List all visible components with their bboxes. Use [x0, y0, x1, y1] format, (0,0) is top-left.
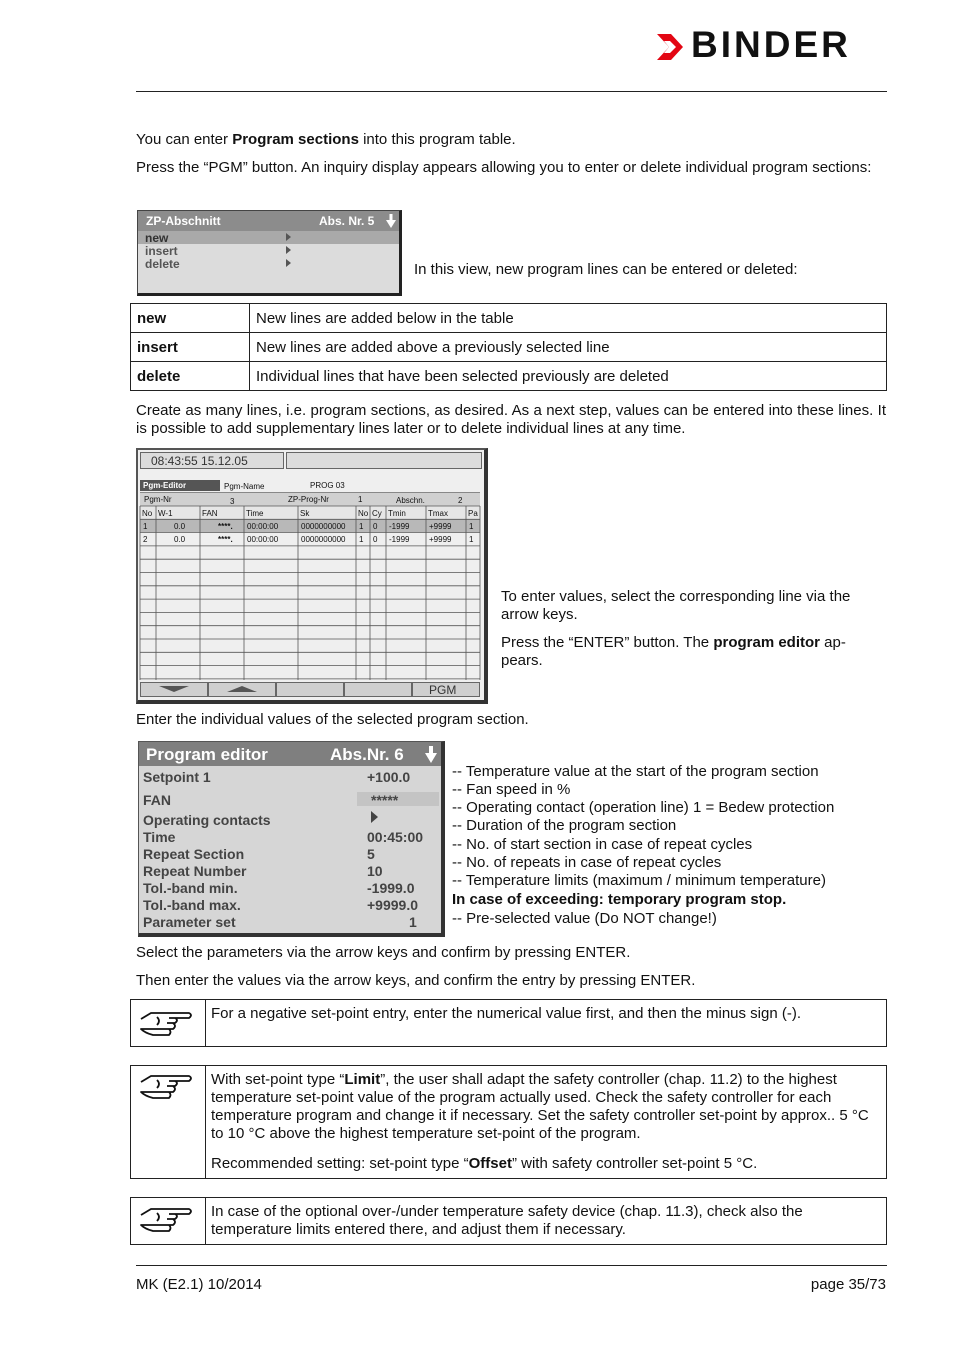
note-negative-setpoint: [130, 999, 887, 1047]
brand-name: BINDER: [691, 24, 851, 65]
binder-logo: [655, 24, 887, 68]
dialog-item-delete[interactable]: delete: [138, 257, 399, 270]
dialog-header: [138, 211, 399, 231]
table-cell[interactable]: 00:00:00: [247, 535, 279, 545]
note-safety-device: [130, 1197, 887, 1245]
pointing-hand-icon: [139, 1205, 193, 1235]
program-editor-header: [139, 742, 441, 766]
column-header: No: [358, 509, 369, 518]
table-cell[interactable]: 0000000000: [301, 522, 346, 531]
editor-annotation: -- Duration of the program section: [452, 817, 677, 834]
pgm-editor-tab: Pgm-Editor: [140, 480, 220, 491]
editor-field-value[interactable]: 1: [409, 914, 417, 930]
softkey-empty-1[interactable]: [276, 682, 344, 697]
editor-field-value[interactable]: +100.0: [367, 769, 411, 785]
pgm-nr-label: Pgm-Nr: [144, 495, 172, 504]
table-cell[interactable]: 0.0: [174, 522, 186, 531]
table-cell[interactable]: ****.: [218, 535, 233, 545]
options-table: [130, 303, 887, 391]
table-row: insert New lines are added above a previously selected line: [131, 333, 887, 362]
dialog-item-insert[interactable]: insert: [138, 244, 399, 257]
arrow-up-icon: [227, 686, 257, 693]
dialog-title: ZP-Abschnitt: [146, 214, 221, 228]
program-table-screen: [136, 448, 488, 704]
confirm-entry-paragraph: Then enter the values via the arrow keys, and confirm the entry by pressing ENTER.: [136, 972, 696, 989]
pgm-nr-value: 3: [230, 497, 235, 506]
table-cell[interactable]: 1: [469, 522, 474, 531]
dialog-caption: In this view, new program lines can be entered or deleted:: [414, 261, 798, 278]
program-editor-abs: Abs.Nr. 6: [330, 745, 404, 764]
softkey-pgm[interactable]: PGM: [412, 682, 480, 697]
chevron-right-icon: [286, 259, 291, 267]
table-cell[interactable]: +9999: [429, 535, 452, 545]
enter-paragraph: Press the “ENTER” button. The program editor ap- pears.: [501, 634, 846, 669]
footer-rule: [136, 1265, 887, 1266]
editor-annotation: -- Temperature value at the start of the program section: [452, 763, 819, 780]
column-header: W-1: [158, 509, 173, 518]
note-text: In case of the optional over-/under temperature safety device (chap. 11.3), check also the temperature limits entered there, and adjust them if necessary.: [211, 1203, 803, 1238]
dialog-item-new[interactable]: new: [138, 231, 399, 244]
table-cell[interactable]: 0.0: [174, 535, 186, 545]
editor-annotation: -- Operating contact (operation line) 1 = Bedew protection: [452, 799, 835, 816]
section-dialog: [137, 210, 402, 296]
column-header: Cy: [372, 509, 382, 518]
abschn-label: Abschn.: [396, 496, 425, 505]
editor-field-label: Tol.-band max.: [143, 897, 241, 913]
editor-field-label: Parameter set: [143, 914, 236, 930]
softkey-empty-2[interactable]: [344, 682, 412, 697]
table-row: delete Individual lines that have been selected previously are deleted: [131, 362, 887, 391]
table-cell[interactable]: 0: [373, 535, 378, 545]
editor-annotation: -- No. of start section in case of repeat cycles: [452, 836, 753, 853]
program-editor-title: Program editor: [146, 745, 268, 764]
table-cell[interactable]: 1: [359, 522, 364, 531]
footer-page-number: page 35/73: [810, 1276, 886, 1293]
header-rule: [136, 91, 887, 92]
editor-field-value[interactable]: 10: [367, 863, 383, 879]
table-cell[interactable]: 1: [469, 535, 474, 545]
table-cell[interactable]: -1999: [389, 535, 410, 545]
column-header: Sk: [300, 509, 310, 518]
editor-field-value[interactable]: -1999.0: [367, 880, 415, 896]
table-row: new New lines are added below in the table: [131, 304, 887, 333]
table-cell[interactable]: 00:00:00: [247, 522, 279, 531]
softkey-down[interactable]: [140, 682, 208, 697]
chevron-right-icon[interactable]: [371, 811, 378, 823]
note-text: With set-point type “Limit”, the user shall adapt the safety controller (chap. 11.2) to the highest temperature set-point value of the program actually used. Check the safety controller for each temperature program and change it if necessary. Set the safety controller set-point by approx.. 5 °C to 10 °C above the highest temperature set-point of the program.: [211, 1071, 869, 1142]
pgm-name-value: PROG 03: [310, 481, 345, 490]
zp-prog-value: 1: [358, 495, 363, 504]
select-parameters-paragraph: Select the parameters via the arrow keys and confirm by pressing ENTER.: [136, 944, 631, 961]
table-cell[interactable]: -1999: [389, 522, 410, 531]
chevron-right-icon: [286, 233, 291, 241]
intro-paragraph: You can enter Program sections into this program table.: [136, 131, 516, 148]
editor-annotation: -- Pre-selected value (Do NOT change!): [452, 910, 717, 927]
enter-values-paragraph: Enter the individual values of the selected program section.: [136, 711, 529, 728]
column-header: Time: [246, 509, 264, 518]
abschn-value: 2: [458, 496, 463, 505]
pointing-hand-icon: [139, 1009, 193, 1039]
zp-prog-label: ZP-Prog-Nr: [288, 495, 329, 504]
clock-display: 08:43:55 15.12.05: [151, 454, 248, 468]
editor-annotation: -- No. of repeats in case of repeat cycles: [452, 854, 722, 871]
table-cell[interactable]: 1: [359, 535, 364, 545]
footer-doc-id: MK (E2.1) 10/2014: [136, 1276, 262, 1293]
arrow-down-icon: [386, 214, 396, 228]
table-cell[interactable]: ****.: [218, 522, 233, 531]
select-line-paragraph: To enter values, select the corresponding line via the arrow keys.: [501, 588, 851, 623]
editor-field-value[interactable]: 00:45:00: [367, 829, 424, 845]
table-cell[interactable]: 0000000000: [301, 535, 346, 545]
softkey-bar: [140, 682, 480, 696]
editor-field-value[interactable]: +9999.0: [367, 897, 418, 913]
pgm-instruction: Press the “PGM” button. An inquiry display appears allowing you to enter or delete individual program sections:: [136, 159, 872, 176]
create-lines-paragraph: Create as many lines, i.e. program sections, as desired. As a next step, values can be entered into these lines. It is possible to add supplementary lines later or to delete individual lines at any time.: [136, 402, 886, 437]
note-recommendation: Recommended setting: set-point type “Offset” with safety controller set-point 5 °C.: [211, 1155, 758, 1172]
editor-field-label: Repeat Section: [143, 846, 245, 862]
editor-field-label: Time: [143, 829, 176, 845]
note-text: For a negative set-point entry, enter the numerical value first, and then the minus sign (-).: [211, 1005, 802, 1022]
column-header: Tmin: [388, 509, 406, 518]
note-limit-setpoint: [130, 1065, 887, 1179]
program-editor-screen: [138, 741, 445, 937]
table-cell[interactable]: +9999: [429, 522, 452, 531]
arrow-down-icon: [159, 686, 189, 693]
softkey-up[interactable]: [208, 682, 276, 697]
editor-field-label: Tol.-band min.: [143, 880, 238, 896]
editor-field-label: FAN: [143, 792, 171, 808]
chevron-right-icon: [286, 246, 291, 254]
dialog-abs: Abs. Nr. 5: [319, 214, 375, 228]
editor-field-value[interactable]: 5: [367, 846, 375, 862]
table-cell[interactable]: 0: [373, 522, 378, 531]
binder-logo-arrow-icon: [655, 32, 685, 62]
editor-field-label: Operating contacts: [143, 812, 271, 828]
editor-field-value[interactable]: *****: [371, 792, 399, 808]
pointing-hand-icon: [139, 1072, 193, 1102]
column-header: No: [142, 509, 153, 518]
arrow-down-icon: [425, 746, 437, 763]
editor-field-label: Repeat Number: [143, 863, 247, 879]
column-header: Tmax: [428, 509, 448, 518]
pgm-name-label: Pgm-Name: [224, 482, 265, 491]
table-cell[interactable]: 2: [143, 535, 148, 545]
column-header: FAN: [202, 509, 218, 518]
editor-annotation: -- Fan speed in %: [452, 781, 571, 798]
column-header: Pa: [468, 509, 478, 518]
editor-annotation: -- Temperature limits (maximum / minimum temperature): [452, 872, 826, 889]
editor-field-label: Setpoint 1: [143, 769, 211, 785]
program-grid: [138, 450, 484, 700]
editor-annotation: In case of exceeding: temporary program stop.: [452, 891, 787, 908]
table-cell[interactable]: 1: [143, 522, 148, 531]
